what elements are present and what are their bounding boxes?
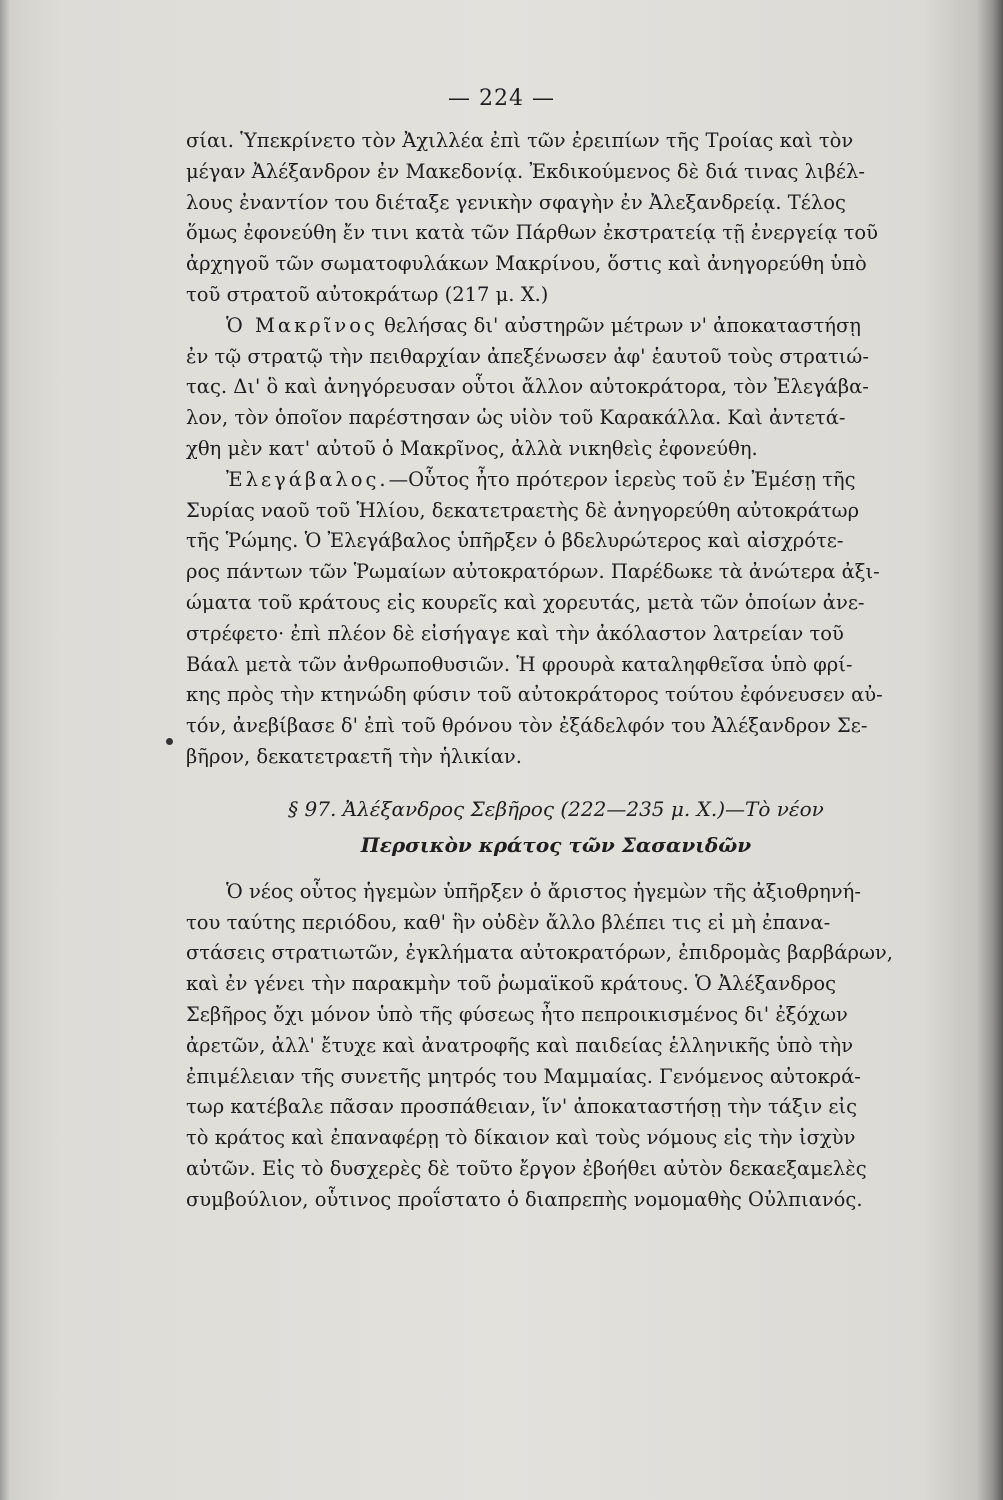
text-line	[186, 311, 926, 342]
paragraph-4	[186, 877, 926, 1216]
paragraph-lead: Ἐλεγάβαλος.	[226, 467, 389, 491]
text-line: μέγαν Ἀλέξανδρον ἐν Μακεδονίᾳ. Ἐκδικούμενος δὲ διά τινας λιβέλ-	[186, 159, 865, 183]
text-line: στρέφετο· ἐπὶ πλέον δὲ εἰσήγαγε καὶ τὴν ἀκόλαστον λατρείαν τοῦ	[186, 621, 844, 645]
text-fragment: θελήσας δι' αὐστηρῶν μέτρων ν' ἀποκαταστήσῃ	[377, 313, 861, 337]
text-line: Ὁ νέος οὗτος ἡγεμὼν ὑπῆρξεν ὁ ἄριστος ἡγεμὼν τῆς ἀξιοθρηνή-	[226, 879, 861, 903]
text-line: ὅμως ἐφονεύθη ἔν τινι κατὰ τῶν Πάρθων ἐκστρατείᾳ τῇ ἐνεργείᾳ τοῦ	[186, 221, 878, 245]
text-line: καὶ ἐν γένει τὴν παρακμὴν τοῦ ῥωμαϊκοῦ κράτους. Ὁ Ἀλέξανδρος	[186, 972, 837, 996]
text-line: χθη μὲν κατ' αὐτοῦ ὁ Μακρῖνος, ἀλλὰ νικηθεὶς ἐφονεύθη.	[186, 436, 758, 460]
text-line: συμβούλιον, οὗτινος προΐστατο ὁ διαπρεπὴς νομομαθὴς Οὐλπιανός.	[186, 1187, 863, 1211]
section-heading: § 97. Ἀλέξανδρος Σεβῆρος (222—235 μ. Χ.)—Τὸ νέον	[288, 796, 824, 821]
text-line: ἐν τῷ στρατῷ τὴν πειθαρχίαν ἀπεξένωσεν ἀφ' ἑαυτοῦ τοὺς στρατιώ-	[186, 344, 869, 368]
text-line: σίαι. Ὑπεκρίνετο τὸν Ἀχιλλέα ἐπὶ τῶν ἐρειπίων τῆς Τροίας καὶ τὸν	[186, 129, 854, 152]
text-line: του ταύτης περιόδου, καθ' ἣν οὐδὲν ἄλλο βλέπει τις εἰ μὴ ἐπανα-	[186, 910, 831, 934]
page-right-shadow	[977, 0, 1003, 1500]
ink-spot-mark	[166, 738, 173, 745]
text-line: τωρ κατέβαλε πᾶσαν προσπάθειαν, ἵν' ἀποκαταστήσῃ τὴν τάξιν εἰς	[186, 1095, 858, 1119]
text-line: τοῦ στρατοῦ αὐτοκράτωρ (217 μ. Χ.)	[186, 282, 549, 306]
text-line: αὐτῶν. Εἰς τὸ δυσχερὲς δὲ τοῦτο ἔργον ἐβοήθει αὐτὸν δεκαεξαμελὲς	[186, 1156, 867, 1180]
text-fragment: —Οὗτος ἦτο πρότερον ἱερεὺς τοῦ ἐν Ἐμέσῃ τῆς	[388, 467, 856, 491]
text-line: ἀρχηγοῦ τῶν σωματοφυλάκων Μακρίνου, ὅστις καὶ ἀνηγορεύθη ὑπὸ	[186, 252, 867, 276]
text-line: βῆρον, δεκατετραετῆ τὴν ἡλικίαν.	[186, 744, 522, 768]
page-left-shadow	[0, 0, 10, 1500]
text-line: Συρίας ναοῦ τοῦ Ἡλίου, δεκατετραετὴς δὲ ἀνηγορεύθη αὐτοκράτωρ	[186, 498, 860, 522]
paragraph-2	[186, 311, 926, 465]
body-text	[186, 126, 926, 1216]
text-line: στάσεις στρατιωτῶν, ἐγκλήματα αὐτοκρατόρων, ἐπιδρομὰς βαρβάρων,	[186, 941, 893, 965]
text-line: κης πρὸς τὴν κτηνώδη φύσιν τοῦ αὐτοκράτορος τούτου ἐφόνευσεν αὐ-	[186, 683, 883, 707]
text-line: τὸ κράτος καὶ ἐπαναφέρῃ τὸ δίκαιον καὶ τοὺς νόμους εἰς τὴν ἰσχὺν	[186, 1126, 856, 1150]
paragraph-lead: Ὁ Μακρῖνος	[226, 313, 378, 337]
text-line: ἐπιμέλειαν τῆς συνετῆς μητρός του Μαμμαίας. Γενόμενος αὐτοκρά-	[186, 1064, 861, 1088]
text-line: τῆς Ῥώμης. Ὁ Ἐλεγάβαλος ὑπῆρξεν ὁ βδελυρώτερος καὶ αἰσχρότε-	[186, 529, 844, 553]
text-line: λους ἐναντίον του διέταξε γενικὴν σφαγὴν ἐν Ἀλεξανδρείᾳ. Τέλος	[186, 190, 846, 214]
text-line: λον, τὸν ὁποῖον παρέστησαν ὡς υἱὸν τοῦ Καρακάλλα. Καὶ ἀντετά-	[186, 406, 846, 430]
page-number: — 224 —	[448, 86, 555, 111]
text-line: ἀρετῶν, ἀλλ' ἔτυχε καὶ ἀνατροφῆς καὶ παιδείας ἑλληνικῆς ὑπὸ τὴν	[186, 1033, 854, 1057]
text-line: ώματα τοῦ κράτους εἰς κουρεῖς καὶ χορευτάς, μετὰ τῶν ὁποίων ἀνε-	[186, 590, 865, 614]
paragraph-1	[186, 126, 926, 311]
text-line: Βάαλ μετὰ τῶν ἀνθρωποθυσιῶν. Ἡ φρουρὰ καταληφθεῖσα ὑπὸ φρί-	[186, 652, 853, 676]
text-line: τόν, ἀνεβίβασε δ' ἐπὶ τοῦ θρόνου τὸν ἐξάδελφόν του Ἀλέξανδρον Σε-	[186, 714, 868, 738]
text-line: τας. Δι' ὃ καὶ ἀνηγόρευσαν οὗτοι ἄλλον αὐτοκράτορα, τὸν Ἐλεγάβα-	[186, 375, 869, 399]
section-subheading: Περσικὸν κράτος τῶν Σασανιδῶν	[360, 832, 752, 857]
paragraph-3	[186, 465, 926, 773]
text-line: ρος πάντων τῶν Ῥωμαίων αὐτοκρατόρων. Παρέδωκε τὰ ἀνώτερα ἀξι-	[186, 560, 880, 584]
text-line: Σεβῆρος ὄχι μόνον ὑπὸ τῆς φύσεως ἦτο πεπροικισμένος δι' ἐξόχων	[186, 1002, 848, 1026]
text-line	[186, 465, 926, 496]
